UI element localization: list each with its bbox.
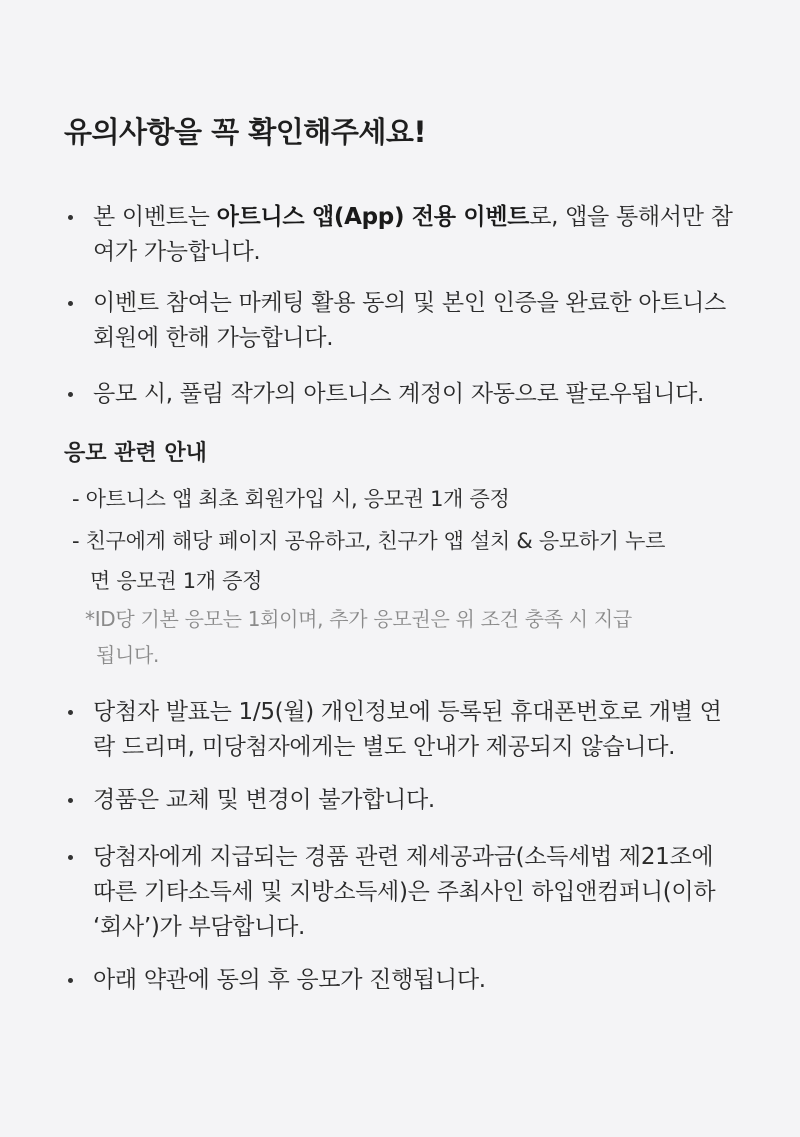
guide-item: 면 응모권 1개 증정 — [90, 569, 263, 593]
notice-text: 당첨자에게 지급되는 경품 관련 제세공과금(소득세법 제21조에 — [93, 844, 714, 870]
page-title: 유의사항을 꼭 확인해주세요! — [64, 115, 427, 149]
notice-item-app-only — [64, 200, 754, 270]
guide-item: - 친구에게 해당 페이지 공유하고, 친구가 앱 설치 & 응모하기 누르 — [72, 529, 666, 553]
notice-text: 당첨자 발표는 1/5(월) 개인정보에 등록된 휴대폰번호로 개별 연 — [93, 699, 722, 725]
bullet-icon — [68, 301, 73, 306]
notice-text: 회원에 한해 가능합니다. — [93, 325, 334, 351]
notice-item-eligibility — [64, 286, 754, 356]
notice-bold-text: 아트니스 앱(App) 전용 이벤트 — [216, 204, 530, 230]
notice-text: ‘회사’)가 부담합니다. — [93, 914, 306, 940]
notice-text: 락 드리며, 미당첨자에게는 별도 안내가 제공되지 않습니다. — [93, 734, 676, 760]
guide-item: - 아트니스 앱 최초 회원가입 시, 응모권 1개 증정 — [72, 487, 510, 511]
bullet-icon — [68, 798, 73, 803]
notice-text: 본 이벤트는 — [93, 204, 217, 230]
notice-text: 응모 시, 풀림 작가의 아트니스 계정이 자동으로 팔로우됩니다. — [93, 381, 705, 407]
bullet-icon — [68, 392, 73, 397]
notice-item-auto-follow — [64, 377, 754, 412]
notice-text: 여가 가능합니다. — [93, 239, 261, 265]
guide-heading: 응모 관련 안내 — [64, 441, 207, 466]
bullet-icon — [68, 978, 73, 983]
notice-item-winner-announce — [64, 695, 754, 765]
bullet-icon — [68, 855, 73, 860]
guide-note: 됩니다. — [96, 643, 160, 667]
notice-item-no-exchange — [64, 783, 754, 818]
bullet-icon — [68, 215, 73, 220]
guide-note: *ID당 기본 응모는 1회이며, 추가 응모권은 위 조건 충족 시 지급 — [85, 607, 632, 631]
notice-text: 이벤트 참여는 마케팅 활용 동의 및 본인 인증을 완료한 아트니스 — [93, 290, 726, 316]
notice-item-terms — [64, 963, 754, 998]
notice-text: 로, 앱을 통해서만 참 — [529, 204, 733, 230]
notice-text: 따른 기타소득세 및 지방소득세)은 주최사인 하입앤컴퍼니(이하 — [93, 879, 716, 905]
notice-text: 경품은 교체 및 변경이 불가합니다. — [93, 787, 435, 813]
notice-item-tax — [64, 840, 754, 945]
notice-text: 아래 약관에 동의 후 응모가 진행됩니다. — [93, 967, 486, 993]
bullet-icon — [68, 710, 73, 715]
